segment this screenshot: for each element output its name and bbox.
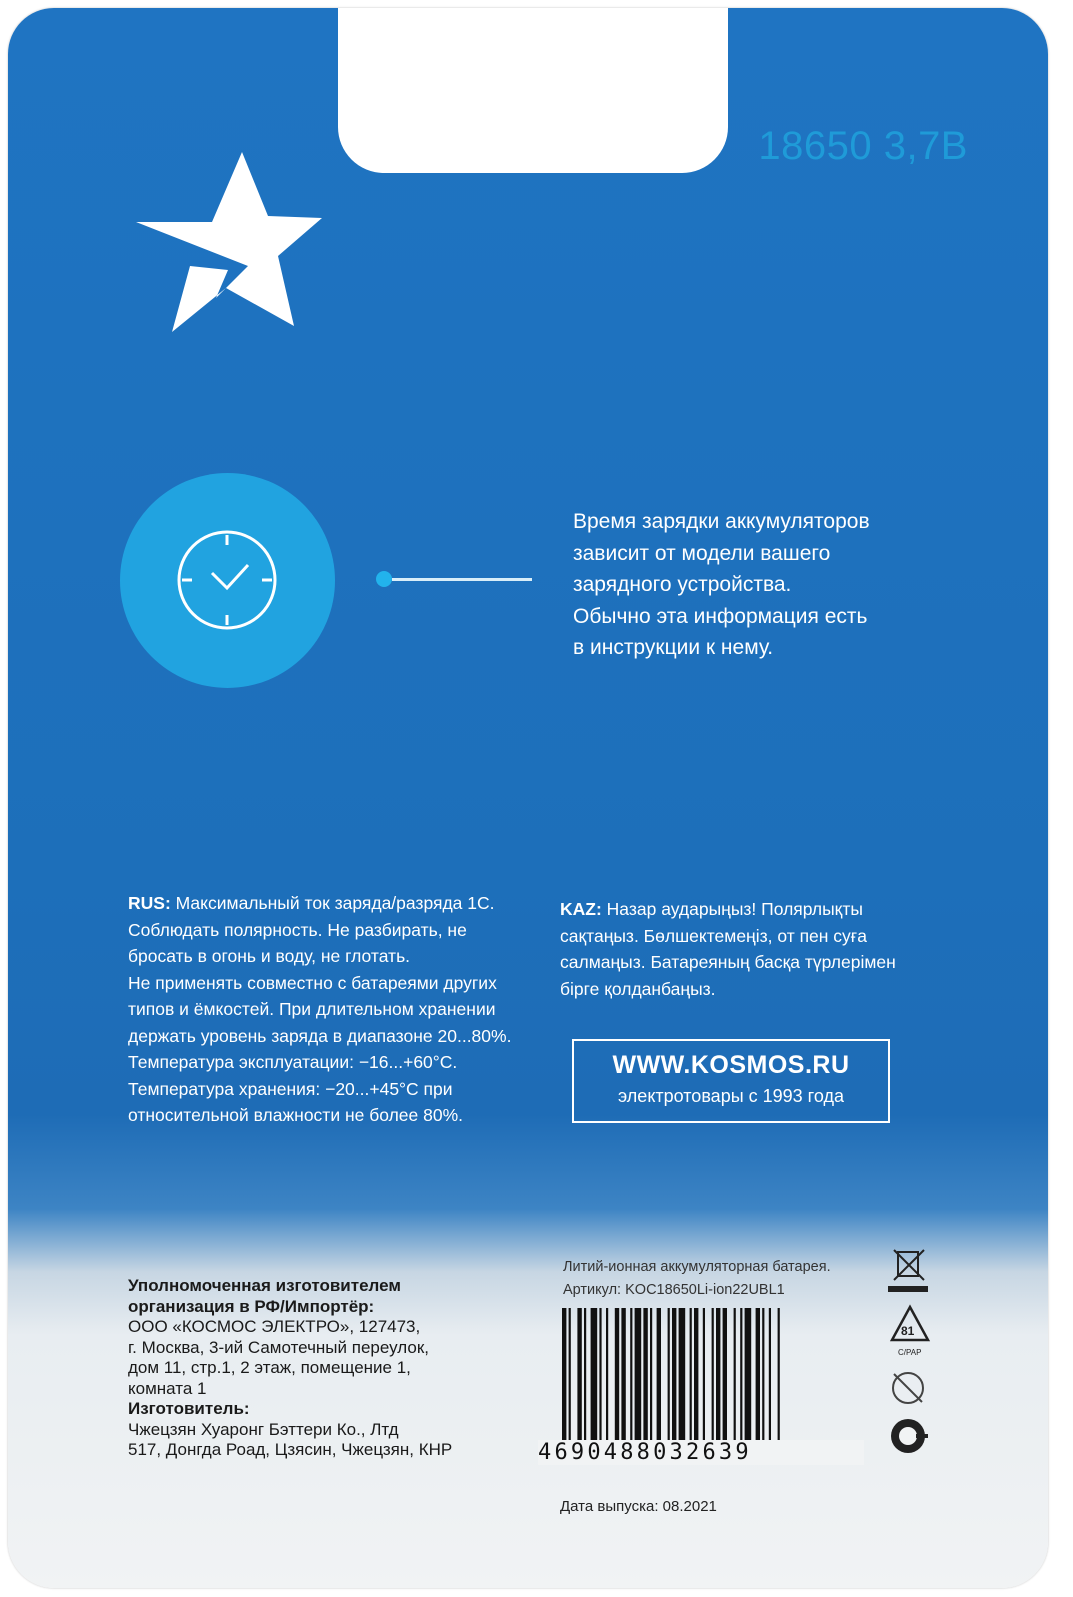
product-name: Литий-ионная аккумуляторная батарея. [563, 1259, 831, 1275]
recycle-label: C/PAP [898, 1348, 922, 1357]
clock-icon [120, 473, 335, 688]
barcode-bar [630, 1308, 632, 1448]
barcode-bar [657, 1308, 661, 1448]
kaz-label: KAZ: [560, 899, 602, 919]
website-box [572, 1039, 890, 1123]
connector-dot [376, 571, 392, 587]
blister-card [8, 8, 1048, 1588]
rus-line: Максимальный ток заряда/разряда 1С. [175, 893, 495, 913]
importer-address: г. Москва, 3-ий Самотечный переулок, [128, 1337, 429, 1357]
rus-warnings [128, 890, 568, 1129]
kaz-warnings [560, 896, 940, 1002]
clock-badge [120, 473, 335, 688]
kaz-line: сақтаңыз. Бөлшектемеңіз, от пен суға [560, 925, 867, 946]
manufacturer-heading: Изготовитель: [128, 1399, 250, 1418]
barcode-bar [591, 1308, 598, 1448]
rus-line: Температура эксплуатации: −16...+60°С. [128, 1052, 458, 1072]
rus-line: Не применять совместно с батареями других [128, 972, 497, 993]
crossed-bin-icon [888, 1244, 930, 1284]
barcode-bar [694, 1308, 698, 1448]
barcode-bar [569, 1308, 571, 1448]
charge-line: Время зарядки аккумуляторов [573, 510, 870, 533]
importer-heading: Уполномоченная изготовителем [128, 1276, 401, 1295]
star-logo-icon [128, 148, 328, 338]
charge-line: в инструкции к нему. [573, 636, 774, 659]
rus-line: Температура хранения: −20...+45°С при [128, 1078, 453, 1099]
rus-line: держать уровень заряда в диапазоне 20...80%. [128, 1025, 512, 1046]
barcode-bar [635, 1308, 642, 1448]
barcode-bar [668, 1308, 670, 1448]
barcode-bar [606, 1308, 608, 1448]
barcode-bar [756, 1308, 760, 1448]
barcode-bar [599, 1308, 601, 1448]
barcode-bar [716, 1308, 720, 1448]
barcode-bar [762, 1308, 764, 1448]
rus-line: относительной влажности не более 80%. [128, 1105, 464, 1125]
barcode-bar [745, 1308, 752, 1448]
importer-address: дом 11, стр.1, 2 этаж, помещение 1, [128, 1358, 411, 1377]
barcode-bar [679, 1308, 686, 1448]
kaz-line: Назар аударыңыз! Полярлықты [606, 899, 863, 919]
barcode-bar [778, 1308, 780, 1448]
no-incinerate-icon [888, 1368, 928, 1408]
barcode-bar [584, 1308, 586, 1448]
rus-line: бросать в огонь и воду, не глотать. [128, 946, 411, 966]
importer-heading: организация в РФ/Импортёр: [128, 1296, 375, 1316]
importer-info [128, 1276, 548, 1461]
barcode-bar [769, 1308, 771, 1448]
rus-line: Соблюдать полярность. Не разбирать, не [128, 919, 467, 940]
connector-line [392, 578, 532, 581]
kaz-line: бірге қолданбаңыз. [560, 978, 716, 999]
barcode-bar [712, 1308, 714, 1448]
rus-label: RUS: [128, 893, 171, 913]
rst-mark-icon [888, 1416, 932, 1456]
barcode [562, 1308, 858, 1458]
barcode-bar [703, 1308, 705, 1448]
barcode-bar [734, 1308, 736, 1448]
barcode-bar [577, 1308, 581, 1448]
release-date: Дата выпуска: 08.2021 [560, 1498, 717, 1515]
website-tagline: электротовары с 1993 года [618, 1086, 844, 1106]
model-label: 18650 3,7В [758, 124, 968, 168]
barcode-bar [621, 1308, 625, 1448]
bin-bar [888, 1286, 928, 1292]
charge-line: Обычно эта информация есть [573, 604, 868, 628]
manufacturer-line: 517, Донгда Роад, Цзясин, Чжецзян, КНР [128, 1440, 453, 1459]
barcode-bar [615, 1308, 619, 1448]
barcode-bar [740, 1308, 742, 1448]
manufacturer-line: Чжецзян Хуаронг Бэттери Ко., Лтд [128, 1419, 399, 1439]
charge-line: зарядного устройства. [573, 573, 792, 596]
charge-line: зависит от модели вашего [573, 541, 831, 565]
barcode-bar [650, 1308, 652, 1448]
product-info [563, 1256, 883, 1302]
barcode-bar [643, 1308, 647, 1448]
barcode-digits: 4690488032639 [538, 1440, 864, 1465]
website-url: WWW.KOSMOS.RU [612, 1051, 850, 1079]
hanger-tab [338, 8, 728, 173]
importer-address: комната 1 [128, 1378, 207, 1398]
barcode-bar [723, 1308, 727, 1448]
rus-line: типов и ёмкостей. При длительном хранении [128, 999, 496, 1019]
kaz-line: салмаңыз. Батареяның басқа түрлерімен [560, 952, 896, 972]
barcode-bar [672, 1308, 676, 1448]
importer-address: ООО «КОСМОС ЭЛЕКТРО», 127473, [128, 1317, 421, 1336]
barcode-bar [562, 1308, 566, 1448]
product-article: Артикул: KOC18650Li-ion22UBL1 [563, 1282, 785, 1298]
recycle-number: 81 [901, 1324, 915, 1338]
barcode-bar [690, 1308, 692, 1448]
charge-time-info [573, 506, 993, 664]
